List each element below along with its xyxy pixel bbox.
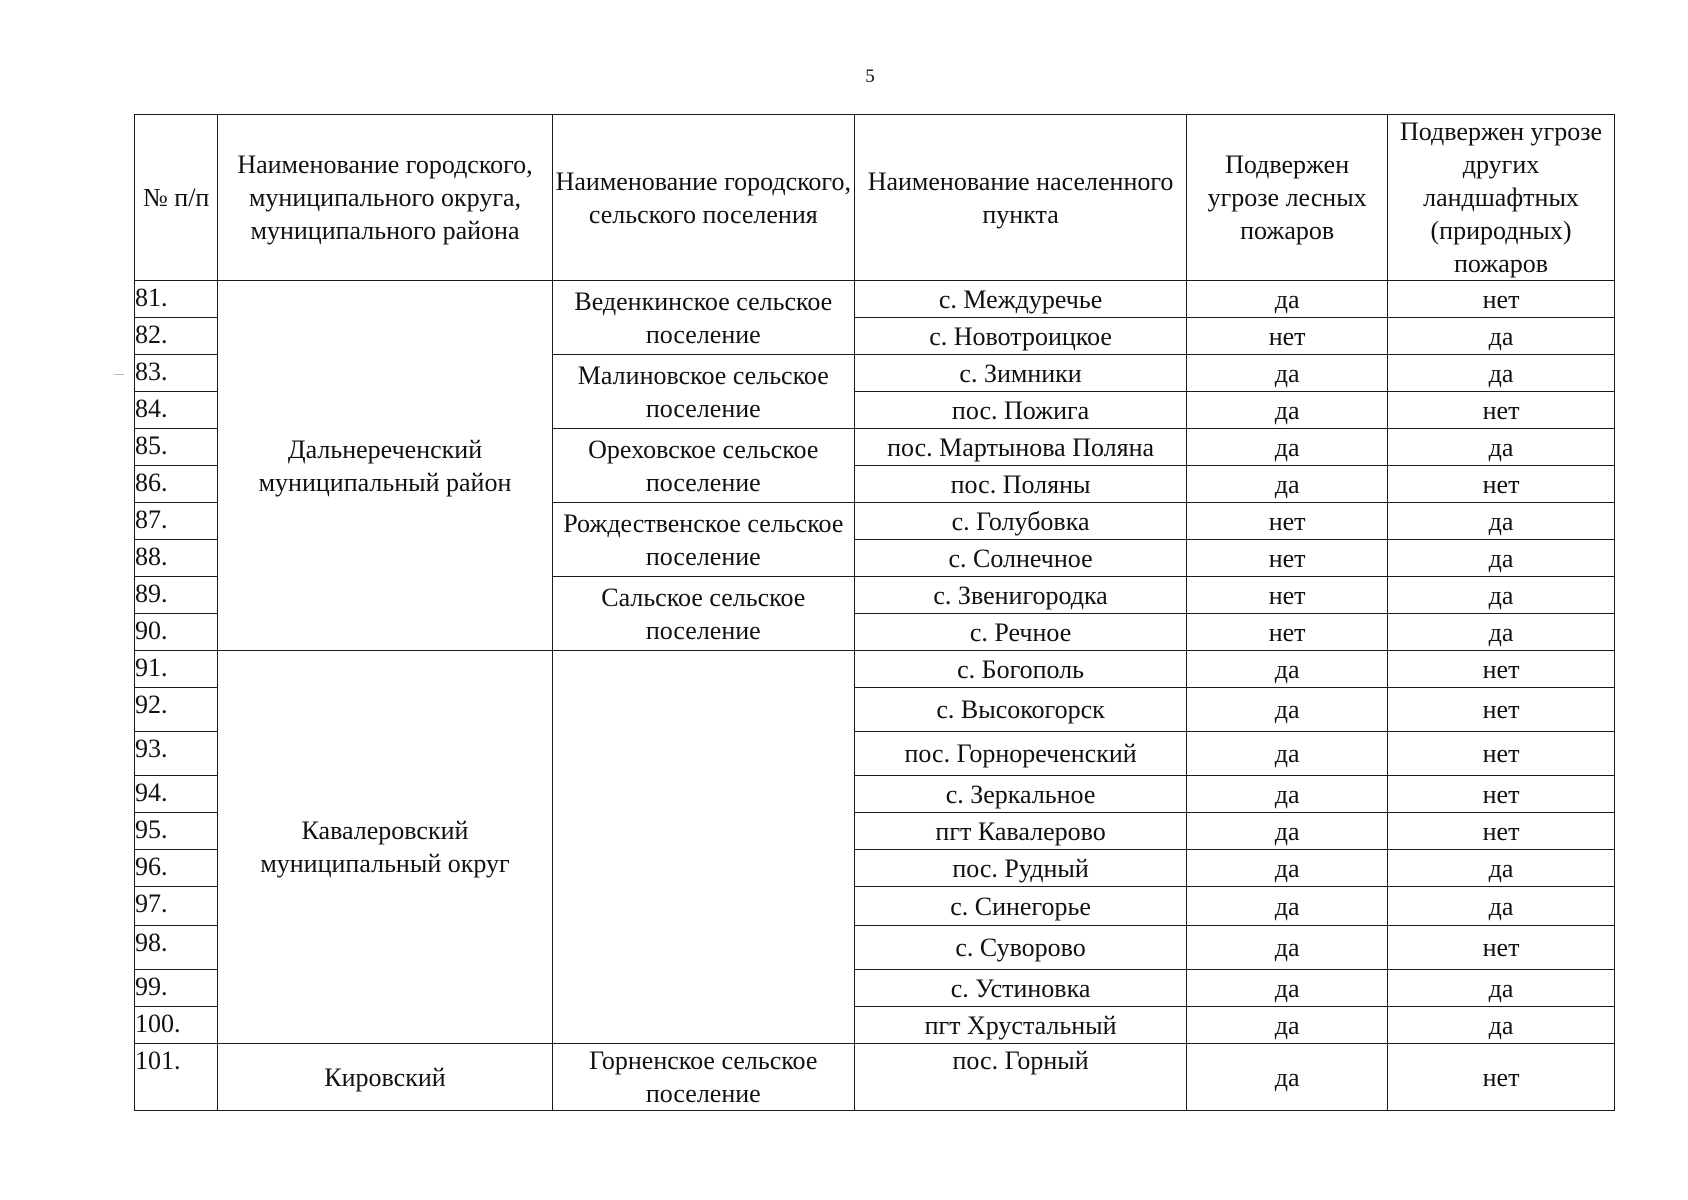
row-number: 92. — [135, 688, 218, 732]
forest-risk-cell: да — [1187, 466, 1388, 503]
locality-cell: пос. Пожига — [854, 392, 1186, 429]
row-number: 95. — [135, 813, 218, 850]
page-number: 5 — [865, 66, 875, 87]
table-row — [135, 1044, 1615, 1111]
locality-cell: пгт Кавалерово — [854, 813, 1186, 850]
landscape-risk-cell: нет — [1388, 926, 1615, 970]
row-number: 100. — [135, 1007, 218, 1044]
landscape-risk-cell: да — [1388, 970, 1615, 1007]
forest-risk-cell: да — [1187, 970, 1388, 1007]
landscape-risk-cell: да — [1388, 429, 1615, 466]
landscape-risk-cell: нет — [1388, 813, 1615, 850]
landscape-risk-cell: нет — [1388, 466, 1615, 503]
row-number: 85. — [135, 429, 218, 466]
locality-cell: с. Устиновка — [854, 970, 1186, 1007]
landscape-risk-cell: нет — [1388, 776, 1615, 813]
row-number: 96. — [135, 850, 218, 887]
forest-risk-cell: нет — [1187, 614, 1388, 651]
landscape-risk-cell: нет — [1388, 281, 1615, 318]
row-number: 91. — [135, 651, 218, 688]
forest-risk-cell: да — [1187, 926, 1388, 970]
settlement-cell — [552, 651, 854, 1044]
row-number: 84. — [135, 392, 218, 429]
header-district: Наименование городского, муниципального округа, муниципального района — [218, 115, 552, 281]
forest-risk-cell: да — [1187, 355, 1388, 392]
landscape-risk-cell: да — [1388, 318, 1615, 355]
header-locality: Наименование населенного пункта — [854, 115, 1186, 281]
locality-cell: пос. Мартынова Поляна — [854, 429, 1186, 466]
locality-cell: с. Суворово — [854, 926, 1186, 970]
landscape-risk-cell: да — [1388, 503, 1615, 540]
forest-risk-cell: нет — [1187, 318, 1388, 355]
header-number: № п/п — [135, 115, 218, 281]
row-number: 88. — [135, 540, 218, 577]
row-number: 83. — [135, 355, 218, 392]
row-number: 90. — [135, 614, 218, 651]
landscape-risk-cell: нет — [1388, 732, 1615, 776]
forest-risk-cell: да — [1187, 887, 1388, 926]
locality-cell: с. Высокогорск — [854, 688, 1186, 732]
landscape-risk-cell: нет — [1388, 651, 1615, 688]
locality-cell: с. Зеркальное — [854, 776, 1186, 813]
landscape-risk-cell: да — [1388, 887, 1615, 926]
locality-cell: пос. Поляны — [854, 466, 1186, 503]
landscape-risk-cell: да — [1388, 355, 1615, 392]
landscape-risk-cell: да — [1388, 850, 1615, 887]
settlement-cell: Малиновское сельское поселение — [552, 355, 854, 429]
settlement-cell: Рождественское сельское поселение — [552, 503, 854, 577]
landscape-risk-cell: да — [1388, 614, 1615, 651]
settlement-cell: Веденкинское сельское поселение — [552, 281, 854, 355]
row-number: 94. — [135, 776, 218, 813]
row-number: 81. — [135, 281, 218, 318]
row-number: 101. — [135, 1044, 218, 1111]
locality-cell: с. Речное — [854, 614, 1186, 651]
row-number: 99. — [135, 970, 218, 1007]
forest-risk-cell: нет — [1187, 540, 1388, 577]
settlement-cell: Горненское сельское поселение — [552, 1044, 854, 1111]
forest-risk-cell: да — [1187, 1044, 1388, 1111]
locality-cell: с. Звенигородка — [854, 577, 1186, 614]
locality-cell: с. Зимники — [854, 355, 1186, 392]
forest-risk-cell: да — [1187, 1007, 1388, 1044]
header-settlement: Наименование городского, сельского поселения — [552, 115, 854, 281]
forest-risk-cell: да — [1187, 651, 1388, 688]
settlements-fire-risk-table — [134, 114, 1615, 1111]
landscape-risk-cell: нет — [1388, 1044, 1615, 1111]
locality-cell: с. Голубовка — [854, 503, 1186, 540]
row-number: 86. — [135, 466, 218, 503]
locality-cell: пос. Рудный — [854, 850, 1186, 887]
settlement-cell: Сальское сельское поселение — [552, 577, 854, 651]
forest-risk-cell: нет — [1187, 503, 1388, 540]
district-cell: Дальнереченский муниципальный район — [218, 281, 552, 651]
locality-cell: пос. Горнореченский — [854, 732, 1186, 776]
table-row — [135, 281, 1615, 318]
row-number: 97. — [135, 887, 218, 926]
table-header-row — [135, 115, 1615, 281]
forest-risk-cell: да — [1187, 850, 1388, 887]
locality-cell: с. Солнечное — [854, 540, 1186, 577]
district-cell: Кировский — [218, 1044, 552, 1111]
district-cell: Кавалеровский муниципальный округ — [218, 651, 552, 1044]
forest-risk-cell: да — [1187, 281, 1388, 318]
row-number: 87. — [135, 503, 218, 540]
landscape-risk-cell: да — [1388, 577, 1615, 614]
header-forest-fire-risk: Подвержен угрозе лесных пожаров — [1187, 115, 1388, 281]
landscape-risk-cell: да — [1388, 540, 1615, 577]
landscape-risk-cell: нет — [1388, 392, 1615, 429]
row-number: 98. — [135, 926, 218, 970]
locality-cell: пос. Горный — [854, 1044, 1186, 1111]
locality-cell: с. Богополь — [854, 651, 1186, 688]
forest-risk-cell: да — [1187, 776, 1388, 813]
header-landscape-fire-risk: Подвержен угрозе других ландшафтных (природных) пожаров — [1388, 115, 1615, 281]
forest-risk-cell: да — [1187, 813, 1388, 850]
locality-cell: с. Междуречье — [854, 281, 1186, 318]
forest-risk-cell: да — [1187, 688, 1388, 732]
forest-risk-cell: да — [1187, 732, 1388, 776]
row-number: 82. — [135, 318, 218, 355]
landscape-risk-cell: да — [1388, 1007, 1615, 1044]
row-number: 89. — [135, 577, 218, 614]
margin-mark — [114, 374, 124, 375]
locality-cell: пгт Хрустальный — [854, 1007, 1186, 1044]
landscape-risk-cell: нет — [1388, 688, 1615, 732]
table-row — [135, 651, 1615, 688]
forest-risk-cell: нет — [1187, 577, 1388, 614]
locality-cell: с. Новотроицкое — [854, 318, 1186, 355]
forest-risk-cell: да — [1187, 429, 1388, 466]
settlement-cell: Ореховское сельское поселение — [552, 429, 854, 503]
row-number: 93. — [135, 732, 218, 776]
forest-risk-cell: да — [1187, 392, 1388, 429]
locality-cell: с. Синегорье — [854, 887, 1186, 926]
